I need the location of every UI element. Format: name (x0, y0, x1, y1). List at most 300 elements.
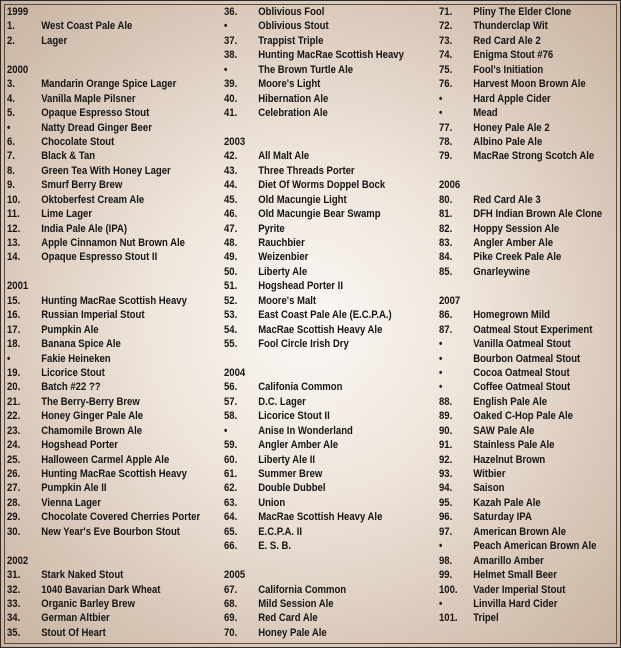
beer-entry (439, 250, 601, 264)
batch-number: 35. (7, 626, 21, 639)
beer-name: Vienna Lager (41, 496, 101, 509)
beer-entry (439, 611, 601, 625)
beer-name: Fakie Heineken (41, 352, 111, 365)
beer-name: Fool's Initiation (473, 63, 544, 76)
beer-name: Celebration Ale (258, 107, 328, 120)
batch-number: 6. (7, 135, 15, 148)
beer-entry (439, 380, 601, 394)
beer-entry (439, 149, 601, 163)
batch-number: 15. (7, 294, 21, 307)
beer-entry (7, 467, 187, 481)
beer-name: Lager (41, 34, 68, 47)
batch-number: • (224, 424, 228, 437)
beer-name: Red Card Ale 2 (473, 34, 541, 47)
spacer (7, 48, 187, 62)
beer-entry (224, 92, 400, 106)
beer-entry (7, 222, 187, 236)
beer-name: Natty Dread Ginger Beer (41, 121, 152, 134)
beer-entry (224, 63, 400, 77)
batch-number: 87. (439, 323, 453, 336)
beer-name: Stainless Pale Ale (473, 439, 555, 452)
batch-number: 69. (224, 612, 238, 625)
beer-entry (7, 395, 187, 409)
spacer (7, 539, 187, 553)
beer-entry (224, 279, 400, 293)
beer-entry (439, 48, 601, 62)
beer-name: Old Macungie Light (258, 193, 347, 206)
batch-number: 89. (439, 410, 453, 423)
beer-entry (224, 222, 400, 236)
batch-number: 96. (439, 511, 453, 524)
beer-entry (439, 236, 601, 250)
batch-number: 74. (439, 49, 453, 62)
batch-number: 30. (7, 525, 21, 538)
batch-number: 12. (7, 222, 21, 235)
batch-number: 13. (7, 237, 21, 249)
beer-name: Vanilla Oatmeal Stout (473, 338, 571, 351)
beer-entry (224, 539, 400, 553)
beer-name: Red Card Ale (258, 612, 318, 625)
batch-number: 72. (439, 20, 453, 33)
beer-name: Oblivious Fool (258, 6, 325, 18)
year-heading: 2003 (224, 135, 246, 148)
beer-name: Licorice Stout (41, 366, 105, 379)
column-2 (224, 5, 419, 640)
batch-number: 4. (7, 92, 15, 105)
beer-entry (7, 92, 187, 106)
batch-number: • (439, 597, 443, 610)
batch-number: 36. (224, 6, 238, 18)
batch-number: • (224, 20, 228, 33)
beer-name: Organic Barley Brew (41, 597, 135, 610)
beer-entry (7, 380, 187, 394)
beer-entry (439, 352, 601, 366)
beer-entry (224, 193, 400, 207)
batch-number: 68. (224, 597, 238, 610)
batch-number: 100. (439, 583, 458, 596)
batch-number: • (439, 107, 443, 120)
batch-number: • (439, 381, 443, 394)
beer-entry (439, 106, 601, 120)
batch-number: 33. (7, 597, 21, 610)
beer-entry (224, 496, 400, 510)
batch-number: 44. (224, 179, 238, 192)
batch-number: 47. (224, 222, 238, 235)
batch-number: 21. (7, 395, 21, 408)
batch-number: 64. (224, 511, 238, 524)
batch-number: 65. (224, 525, 238, 538)
beer-entry (439, 395, 601, 409)
beer-name: Opaque Espresso Stout (41, 107, 150, 120)
beer-name: Pumpkin Ale II (41, 482, 107, 495)
beer-name: Chocolate Stout (41, 135, 115, 148)
beer-entry (7, 19, 187, 33)
beer-name: New Year's Eve Bourbon Stout (41, 525, 180, 538)
batch-number: • (224, 63, 228, 76)
beer-entry (224, 323, 400, 337)
beer-entry (224, 178, 400, 192)
beer-name: Russian Imperial Stout (41, 309, 145, 322)
batch-number: 80. (439, 193, 453, 206)
batch-number: 101. (439, 612, 458, 625)
batch-number: 73. (439, 34, 453, 47)
batch-number: 83. (439, 237, 453, 249)
beer-name: Batch #22 ?? (41, 381, 101, 394)
beer-name: Hunting MacRae Scottish Heavy (41, 294, 187, 307)
batch-number: 8. (7, 164, 15, 177)
batch-number: 11. (7, 208, 20, 221)
beer-name: Three Threads Porter (258, 164, 355, 177)
batch-number: 24. (7, 439, 21, 452)
batch-number: 99. (439, 569, 453, 582)
beer-name: Homegrown Mild (473, 309, 551, 322)
beer-entry (439, 568, 601, 582)
batch-number: 93. (439, 468, 453, 480)
beer-name: Califonia Common (258, 381, 343, 394)
year-heading: 1999 (7, 6, 29, 18)
beer-entry (7, 207, 187, 221)
beer-entry (439, 337, 601, 351)
beer-name: Double Dubbel (258, 482, 326, 495)
beer-entry (439, 467, 601, 481)
beer-name: Hunting MacRae Scottish Heavy (41, 468, 187, 480)
beer-entry (224, 106, 400, 120)
batch-number: 57. (224, 395, 238, 408)
batch-number: 88. (439, 395, 453, 408)
batch-number: • (439, 338, 443, 351)
beer-entry (439, 366, 601, 380)
spacer (439, 279, 601, 293)
beer-entry (224, 525, 400, 539)
beer-entry (7, 496, 187, 510)
beer-name: Pliny The Elder Clone (473, 6, 572, 18)
batch-number: 85. (439, 265, 453, 278)
beer-name: The Brown Turtle Ale (258, 63, 354, 76)
beer-entry (7, 149, 187, 163)
batch-number: 49. (224, 251, 238, 264)
year-heading: 2006 (439, 179, 461, 192)
beer-name: Hibernation Ale (258, 92, 329, 105)
batch-number: 46. (224, 208, 238, 221)
beer-name: SAW Pale Ale (473, 424, 535, 437)
spacer (439, 164, 601, 178)
beer-name: Stout Of Heart (41, 626, 106, 639)
beer-entry (439, 539, 601, 553)
beer-name: Hogshead Porter II (258, 280, 343, 293)
beer-name: Kazah Pale Ale (473, 496, 541, 509)
beer-entry (224, 5, 400, 19)
batch-number: 18. (7, 338, 21, 351)
year-heading: 2004 (224, 366, 246, 379)
beer-name: Smurf Berry Brew (41, 179, 123, 192)
batch-number: 62. (224, 482, 238, 495)
batch-number: 28. (7, 496, 21, 509)
year-heading: 2005 (224, 569, 246, 582)
beer-name: Albino Pale Ale (473, 135, 543, 148)
beer-entry (7, 250, 187, 264)
beer-name: India Pale Ale (IPA) (41, 222, 128, 235)
beer-entry (7, 135, 187, 149)
beer-name: Helmet Small Beer (473, 569, 557, 582)
beer-entry (224, 438, 400, 452)
batch-number: 53. (224, 309, 238, 322)
beer-name: Weizenbier (258, 251, 309, 264)
batch-number: 61. (224, 468, 238, 480)
beer-entry (439, 222, 601, 236)
beer-name: MacRae Strong Scotch Ale (473, 150, 595, 163)
batch-number: 29. (7, 511, 21, 524)
batch-number: 90. (439, 424, 453, 437)
beer-name: MacRae Scottish Heavy Ale (258, 511, 383, 524)
batch-number: 26. (7, 468, 21, 480)
batch-number: 19. (7, 366, 21, 379)
beer-entry (7, 525, 187, 539)
beer-name: West Coast Pale Ale (41, 20, 133, 33)
batch-number: 51. (224, 280, 238, 293)
beer-entry (224, 207, 400, 221)
batch-number: 79. (439, 150, 453, 163)
spacer (224, 352, 400, 366)
beer-name: Bourbon Oatmeal Stout (473, 352, 581, 365)
beer-name: Vanilla Maple Pilsner (41, 92, 136, 105)
beer-entry (224, 510, 400, 524)
beer-name: Licorice Stout II (258, 410, 330, 423)
batch-number: 5. (7, 107, 15, 120)
beer-entry (224, 34, 400, 48)
beer-name: Rauchbier (258, 237, 305, 249)
batch-number: 86. (439, 309, 453, 322)
batch-number: 39. (224, 78, 238, 91)
beer-entry (7, 611, 187, 625)
batch-number: 16. (7, 309, 21, 322)
beer-name: California Common (258, 583, 347, 596)
batch-number: • (439, 352, 443, 365)
batch-number: 42. (224, 150, 238, 163)
batch-number: 98. (439, 554, 453, 567)
batch-number: 81. (439, 208, 453, 221)
beer-name: MacRae Scottish Heavy Ale (258, 323, 383, 336)
beer-entry (7, 409, 187, 423)
batch-number: 50. (224, 265, 238, 278)
batch-number: 22. (7, 410, 21, 423)
beer-name: Opaque Espresso Stout II (41, 251, 158, 264)
batch-number: 52. (224, 294, 238, 307)
beer-name: Mandarin Orange Spice Lager (41, 78, 177, 91)
batch-number: 23. (7, 424, 21, 437)
beer-entry (7, 626, 187, 640)
beer-name: English Pale Ale (473, 395, 548, 408)
spacer (7, 265, 187, 279)
batch-number: 82. (439, 222, 453, 235)
column-1 (7, 5, 207, 640)
batch-number: 75. (439, 63, 453, 76)
batch-number: 58. (224, 410, 238, 423)
beer-name: Oatmeal Stout Experiment (473, 323, 593, 336)
batch-number: 71. (439, 6, 453, 18)
beer-entry (439, 438, 601, 452)
beer-entry (439, 265, 601, 279)
beer-name: Oblivious Stout (258, 20, 329, 33)
spacer (224, 554, 400, 568)
beer-entry (439, 92, 601, 106)
beer-name: E.C.P.A. II (258, 525, 303, 538)
batch-number: 48. (224, 237, 238, 249)
beer-entry (439, 409, 601, 423)
beer-name: Saison (473, 482, 505, 495)
batch-number: • (7, 121, 11, 134)
beer-entry (224, 77, 400, 91)
beer-entry (224, 597, 400, 611)
beer-name: Oaked C-Hop Pale Ale (473, 410, 573, 423)
beer-entry (7, 438, 187, 452)
beer-name: Oktoberfest Cream Ale (41, 193, 145, 206)
year-heading: 2002 (7, 554, 29, 567)
beer-name: German Altbier (41, 612, 110, 625)
beer-name: Black & Tan (41, 150, 96, 163)
beer-name: Witbier (473, 468, 506, 480)
beer-name: Pumpkin Ale (41, 323, 99, 336)
batch-number: 43. (224, 164, 238, 177)
beer-entry (7, 337, 187, 351)
beer-name: Chocolate Covered Cherries Porter (41, 511, 201, 524)
beer-entry (439, 554, 601, 568)
beer-name: American Brown Ale (473, 525, 567, 538)
beer-name: Hazelnut Brown (473, 453, 546, 466)
beer-name: Gnarleywine (473, 265, 530, 278)
batch-number: • (439, 92, 443, 105)
beer-entry (224, 337, 400, 351)
beer-name: The Berry-Berry Brew (41, 395, 140, 408)
batch-number: 9. (7, 179, 15, 192)
beer-name: Liberty Ale II (258, 453, 316, 466)
beer-name: D.C. Lager (258, 395, 306, 408)
batch-number: 60. (224, 453, 238, 466)
batch-number: • (7, 352, 11, 365)
beer-name: Harvest Moon Brown Ale (473, 78, 586, 91)
batch-number: 20. (7, 381, 21, 394)
batch-number: 7. (7, 150, 15, 163)
beer-entry (439, 193, 601, 207)
beer-name: Angler Amber Ale (473, 237, 554, 249)
batch-number: 56. (224, 381, 238, 394)
beer-entry (224, 250, 400, 264)
batch-number: 63. (224, 496, 238, 509)
beer-name: DFH Indian Brown Ale Clone (473, 208, 603, 221)
beer-entry (224, 395, 400, 409)
beer-entry (7, 178, 187, 192)
beer-entry (224, 164, 400, 178)
beer-entry (224, 149, 400, 163)
beer-entry (224, 467, 400, 481)
batch-number: 10. (7, 193, 21, 206)
beer-entry (7, 164, 187, 178)
beer-entry (439, 121, 601, 135)
batch-number: 40. (224, 92, 238, 105)
batch-number: 94. (439, 482, 453, 495)
beer-name: Peach American Brown Ale (473, 540, 597, 553)
beer-entry (7, 308, 187, 322)
beer-name: 1040 Bavarian Dark Wheat (41, 583, 161, 596)
batch-number: 92. (439, 453, 453, 466)
batch-number: 14. (7, 251, 21, 264)
beer-entry (7, 121, 187, 135)
batch-number: 54. (224, 323, 238, 336)
beer-entry (7, 424, 187, 438)
beer-name: Pike Creek Pale Ale (473, 251, 562, 264)
batch-number: 2. (7, 34, 15, 47)
beer-name: Honey Ginger Pale Ale (41, 410, 144, 423)
beer-entry (224, 48, 404, 62)
beer-entry (224, 19, 400, 33)
beer-name: Hogshead Porter (41, 439, 119, 452)
beer-entry (439, 510, 601, 524)
beer-entry (439, 481, 601, 495)
batch-number: 32. (7, 583, 21, 596)
beer-name: Apple Cinnamon Nut Brown Ale (41, 237, 185, 249)
beer-name: Enigma Stout #76 (473, 49, 554, 62)
beer-entry (7, 323, 187, 337)
batch-number: 95. (439, 496, 453, 509)
beer-entry (224, 409, 400, 423)
beer-entry (224, 583, 400, 597)
beer-name: Moore's Light (258, 78, 321, 91)
beer-name: Hard Apple Cider (473, 92, 551, 105)
batch-number: 70. (224, 626, 238, 639)
batch-number: 45. (224, 193, 238, 206)
beer-name: Lime Lager (41, 208, 93, 221)
batch-number: 27. (7, 482, 21, 495)
beer-entry (7, 366, 187, 380)
beer-entry (439, 77, 601, 91)
beer-entry (439, 496, 601, 510)
beer-entry (224, 424, 400, 438)
beer-name: Mild Session Ale (258, 597, 334, 610)
beer-entry (439, 525, 601, 539)
spacer (224, 121, 400, 135)
column-3 (439, 5, 619, 626)
beer-name: Diet Of Worms Doppel Bock (258, 179, 386, 192)
beer-name: East Coast Pale Ale (E.C.P.A.) (258, 309, 392, 322)
batch-number: 59. (224, 439, 238, 452)
batch-number: 78. (439, 135, 453, 148)
beer-entry (7, 583, 187, 597)
batch-number: 1. (7, 20, 15, 33)
beer-name: Hunting MacRae Scottish Heavy (258, 49, 404, 62)
beer-entry (7, 106, 187, 120)
beer-name: Vader Imperial Stout (473, 583, 566, 596)
beer-entry (7, 352, 187, 366)
beer-entry (439, 135, 601, 149)
beer-name: All Malt Ale (258, 150, 310, 163)
beer-entry (224, 481, 400, 495)
beer-entry (7, 193, 187, 207)
beer-name: Pyrite (258, 222, 285, 235)
year-heading: 2007 (439, 294, 461, 307)
beer-entry (7, 34, 187, 48)
beer-name: Honey Pale Ale (258, 626, 327, 639)
beer-entry (439, 424, 601, 438)
year-heading: 2000 (7, 63, 29, 76)
beer-entry (7, 568, 187, 582)
beer-name: Tripel (473, 612, 499, 625)
beer-entry (224, 265, 400, 279)
beer-name: Old Macungie Bear Swamp (258, 208, 381, 221)
beer-entry (439, 63, 601, 77)
beer-entry (439, 34, 601, 48)
batch-number: 67. (224, 583, 238, 596)
beer-name: Banana Spice Ale (41, 338, 121, 351)
beer-name: Mead (473, 107, 498, 120)
